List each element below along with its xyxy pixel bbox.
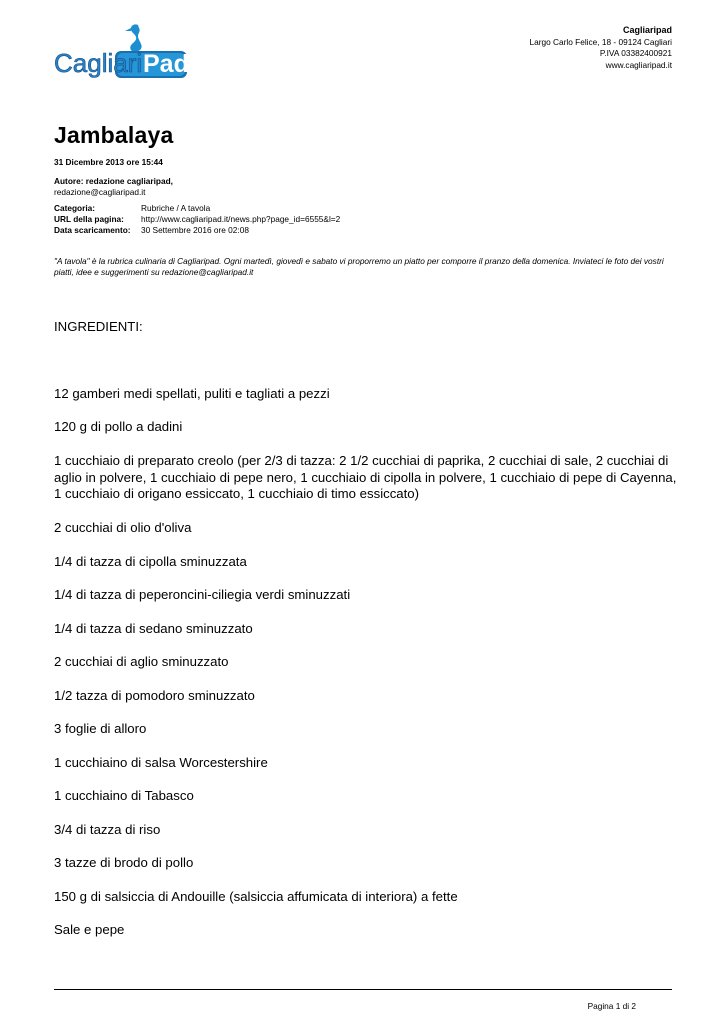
author-email[interactable]: redazione@cagliaripad.it bbox=[54, 187, 146, 197]
ingredient-item: 150 g di salsiccia di Andouille (salsiccia affumicata di interiora) a fette bbox=[54, 889, 458, 904]
ingredients-heading: INGREDIENTI: bbox=[54, 319, 143, 334]
ingredient-item: 3/4 di tazza di riso bbox=[54, 822, 161, 837]
meta-key: Data scaricamento: bbox=[54, 225, 131, 235]
meta-key: URL della pagina: bbox=[54, 214, 124, 224]
company-address: Largo Carlo Felice, 18 - 09124 Cagliari bbox=[529, 36, 672, 47]
ingredient-item: 2 cucchiai di aglio sminuzzato bbox=[54, 654, 229, 669]
svg-text:Cagliari: Cagliari bbox=[54, 48, 143, 78]
page-number: Pagina 1 di 2 bbox=[587, 1001, 636, 1011]
cagliaripad-logo bbox=[52, 22, 192, 84]
footer-divider bbox=[54, 989, 672, 990]
company-vat: P.IVA 03382400921 bbox=[599, 48, 672, 59]
ingredient-item: 1/4 di tazza di cipolla sminuzzata bbox=[54, 554, 247, 569]
article-meta-table bbox=[54, 203, 340, 236]
meta-row-download-date bbox=[54, 225, 340, 236]
svg-text:Pad: Pad bbox=[143, 50, 189, 78]
meta-value: Rubriche / A tavola bbox=[141, 203, 211, 213]
ingredient-item: 1/2 tazza di pomodoro sminuzzato bbox=[54, 688, 255, 703]
meta-value: 30 Settembre 2016 ore 02:08 bbox=[141, 225, 249, 235]
meta-key: Categoria: bbox=[54, 203, 96, 213]
author-label: Autore: redazione cagliaripad, bbox=[54, 176, 173, 186]
ingredient-item: 120 g di pollo a dadini bbox=[54, 419, 183, 434]
ingredient-item: Sale e pepe bbox=[54, 922, 125, 937]
company-website[interactable]: www.cagliaripad.it bbox=[605, 59, 672, 70]
ingredient-item: 1 cucchiaino di salsa Worcestershire bbox=[54, 755, 268, 770]
company-name: Cagliaripad bbox=[622, 25, 672, 35]
ingredient-item: 1/4 di tazza di peperoncini-ciliegia verdi sminuzzati bbox=[54, 587, 351, 602]
ingredient-item: 1 cucchiaio di preparato creolo (per 2/3 di tazza: 2 1/2 cucchiai di paprika, 2 cucchiai di sale, 2 cucchiai di aglio in polvere, 1 cucchiaio di pepe nero, 1 cucchiaio di cipolla in polvere, 1 cucchiaio di pepe di Cayenna, 1 cucchiaio di origano essiccato, 1 cucchiaio di timo essiccato) bbox=[54, 453, 677, 502]
meta-row-category bbox=[54, 203, 340, 214]
article-date: 31 Dicembre 2013 ore 15:44 bbox=[54, 157, 163, 167]
ingredient-item: 1/4 di tazza di sedano sminuzzato bbox=[54, 621, 253, 636]
ingredient-item: 3 tazze di brodo di pollo bbox=[54, 855, 194, 870]
meta-row-url bbox=[54, 214, 340, 225]
article-intro: "A tavola" è la rubrica culinaria di Cagliaripad. Ogni martedì, giovedì e sabato vi proporremo un piatto per comporre il pranzo della domenica. Inviateci le foto dei vostri piatti, idee e suggerimenti su redazione@cagliaripad.it bbox=[54, 256, 664, 277]
meta-value-url[interactable]: http://www.cagliaripad.it/news.php?page_id=6555&l=2 bbox=[141, 214, 341, 224]
article-title: Jambalaya bbox=[54, 122, 174, 148]
ingredient-item: 12 gamberi medi spellati, puliti e tagliati a pezzi bbox=[54, 386, 330, 401]
ingredient-item: 1 cucchiaino di Tabasco bbox=[54, 788, 194, 803]
ingredient-item: 2 cucchiai di olio d'oliva bbox=[54, 520, 192, 535]
ingredient-item: 3 foglie di alloro bbox=[54, 721, 147, 736]
author-block bbox=[54, 176, 173, 198]
header-contact-info bbox=[529, 25, 672, 71]
